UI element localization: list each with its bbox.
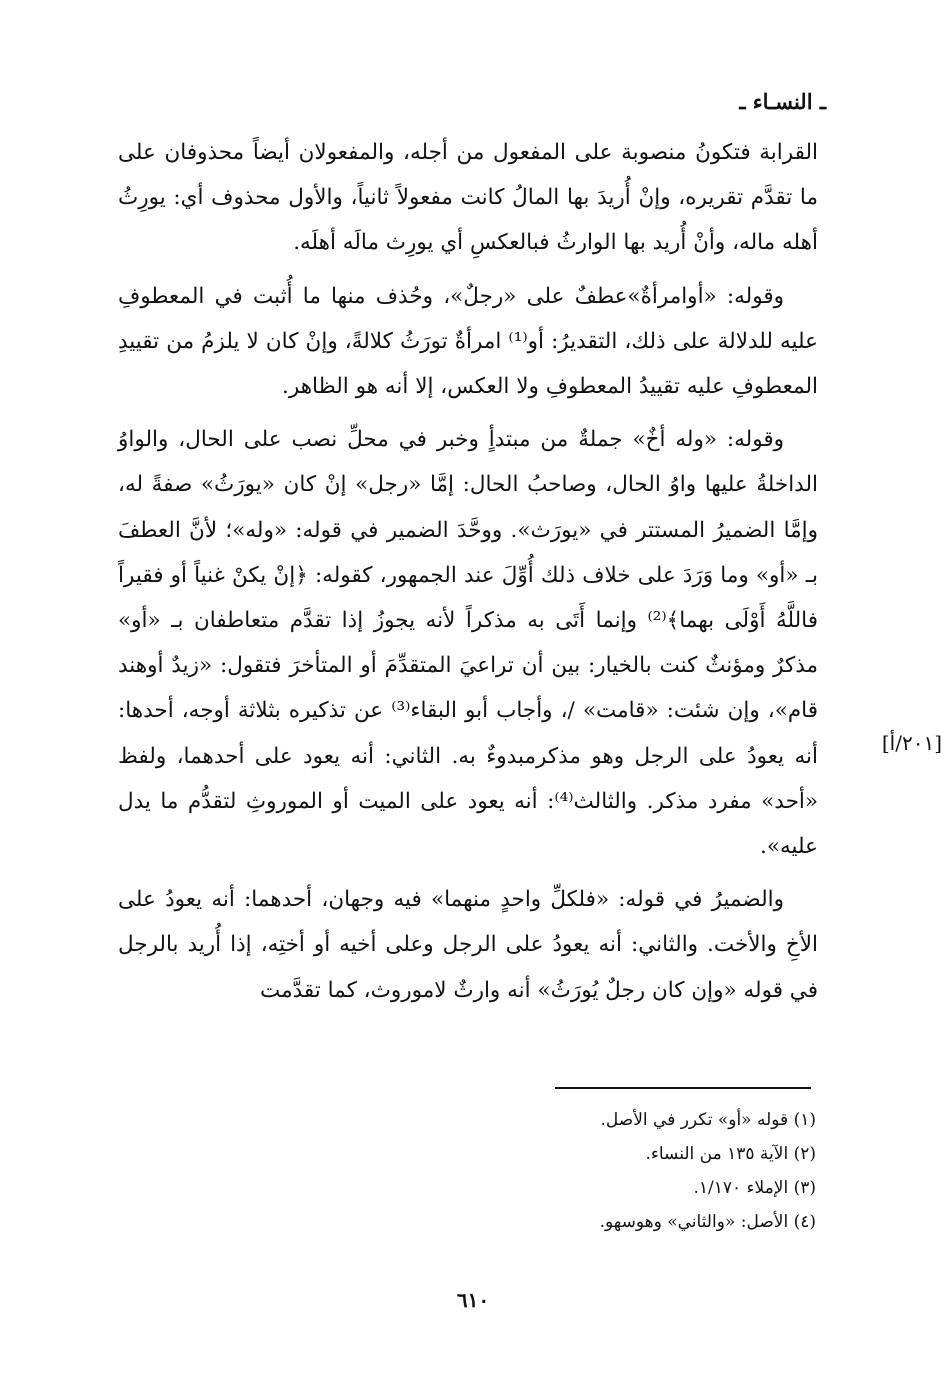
footnote-1: (١) قوله «أو» تكرر في الأصل. [600, 1110, 816, 1130]
footnote-3: (٣) الإملاء ١/١٧٠. [693, 1178, 816, 1198]
paragraph-3: وقوله: «وله أخٌ» جملةٌ من مبتدأٍ وخبر في محلِّ نصب على الحال، والواوُ الداخلةُ عليها واوُ الحال، وصاحبُ الحال: إمَّا «رجل» إنْ كان «يورَثُ» صفةً له، وإمَّا الضميرُ المستتر في «يورَث». ووحَّدَ الضمير في قوله: «وله»؛ لأنَّ العطفَ بـ «أو» وما وَرَدَ على خلاف ذلك أُوِّلَ عند الجمهور، كقوله: ﴿إنْ يكنْ غنياً أو فقيراً فاللَّهُ أَوْلَى بهما﴾⁽²⁾ وإنما أَتَى به مذكراً لأنه يجوزُ إذا تقدَّم متعاطفان بـ «أو» مذكرٌ ومؤنثٌ كنت بالخيار: بين أن تراعيَ المتقدِّمَ أو المتأخرَ فتقول: «زيدٌ أوهند قام»، وإن شئت: «قامت» /، وأجاب أبو البقاء⁽³⁾ عن تذكيره بثلاثة أوجه، أحدها: أنه يعودُ على الرجل وهو مذكرمبدوءٌ به. الثاني: أنه يعود على أحدهما، ولفظ «أحد» مفرد مذكر. والثالث⁽⁴⁾: أنه يعود على الميت أو الموروثِ لتقدُّم ما يدل عليه». [118, 427, 819, 860]
manuscript-folio-marker: [٢٠١/أ] [881, 731, 942, 755]
footnotes [420, 1103, 816, 1239]
page-number: ٦١٠ [456, 1288, 490, 1312]
paragraph-2: وقوله: «أوامرأةٌ»عطفٌ على «رجلٌ»، وحُذف منها ما أُثبت في المعطوفِ عليه للدلالة على ذلك، التقديرُ: أو⁽¹⁾ امرأةٌ تورَثُ كلالةً، وإنْ كان لا يلزمُ من تقييدِ المعطوفِ عليه تقييدُ المعطوفِ ولا العكس، إلا أنه هو الظاهر. [118, 283, 818, 400]
paragraph-1: القرابة فتكونُ منصوبة على المفعول من أجله، والمفعولان أيضاً محذوفان على ما تقدَّم تقريره، وإنْ أُريدَ بها المالُ كانت مفعولاً ثانياً، والأول محذوف أي: يورِثُ أهله ماله، وأنْ أُريد بها الوارثُ فبالعكسِ أي يورِث مالَه أهلَه. [118, 140, 818, 256]
main-text [118, 130, 818, 1013]
footnote-2: (٢) الآية ١٣٥ من النساء. [645, 1144, 816, 1164]
running-header: ـ النسـاء ـ [739, 89, 826, 114]
paragraph-4: والضميرُ في قوله: «فلكلِّ واحدٍ منهما» فيه وجهان، أحدهما: أنه يعودُ على الأخِ والأخت. والثاني: أنه يعودُ على الرجل وعلى أخيه أو أختِه، إذا أُريد بالرجل في قوله «وإن كان رجلٌ يُورَثُ» أنه وارثٌ لاموروث، كما تقدَّمت [118, 887, 818, 1003]
footnote-4: (٤) الأصل: «والثاني» وهوسهو. [599, 1212, 816, 1232]
footnote-separator [555, 1087, 811, 1089]
